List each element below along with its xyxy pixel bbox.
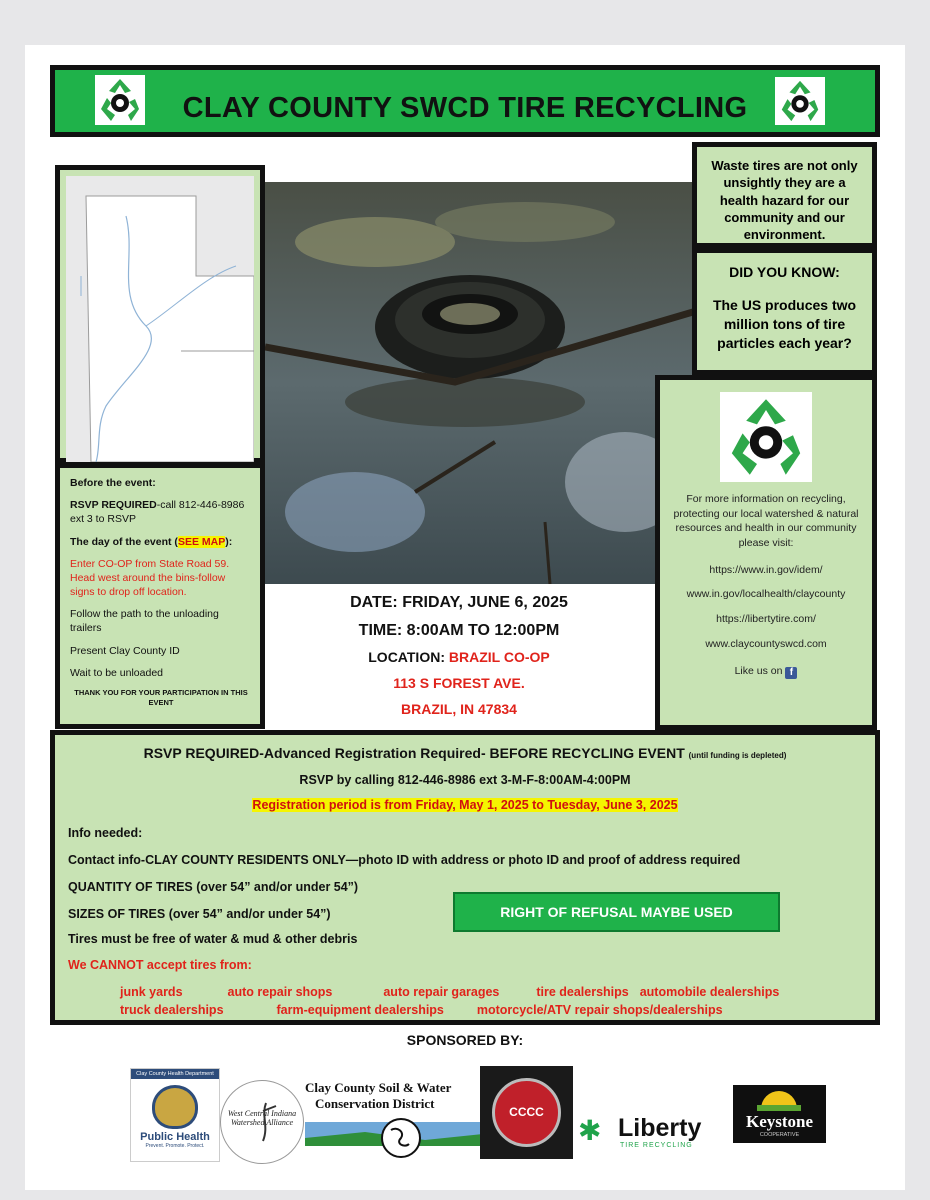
present-id-text: Present Clay County ID (70, 644, 180, 657)
cannot-item: automobile dealerships (639, 985, 780, 999)
liberty-subtitle: TIRE RECYCLING (620, 1142, 693, 1149)
public-health-name: Public Health (140, 1131, 210, 1143)
title-banner (50, 65, 880, 137)
link-libertytire[interactable]: https://libertytire.com/ (716, 613, 816, 626)
public-health-logo (130, 1068, 220, 1162)
recycle-tire-icon (775, 77, 825, 125)
cannot-item: tire dealerships (536, 985, 629, 999)
day-of-heading (70, 535, 252, 549)
registration-panel (50, 730, 880, 1025)
liberty-name: Liberty (618, 1114, 702, 1142)
tire-in-creek-photo (265, 182, 693, 584)
address-line-2: BRAZIL, IN 47834 (401, 701, 517, 717)
day-of-pre: The day of the event ( (70, 535, 178, 548)
did-you-know-heading: DID YOU KNOW: (729, 264, 840, 280)
headline-note: (until funding is depleted) (688, 751, 787, 760)
more-info-text: For more information on recycling, protecting our local watershed & natural resources and health in our community please visit: (673, 493, 859, 550)
facebook-icon[interactable]: f (785, 667, 797, 679)
day-of-post: ): (225, 535, 233, 548)
watershed-alliance-name: West Central Indiana Watershed Alliance (227, 1109, 297, 1127)
recycle-tire-icon (95, 75, 145, 125)
event-location (265, 649, 653, 665)
sponsored-by-heading: SPONSORED BY: (406, 1032, 524, 1048)
right-of-refusal-banner: RIGHT OF REFUSAL MAYBE USED (453, 892, 780, 932)
cannot-row-1 (120, 985, 779, 999)
event-date: DATE: FRIDAY, JUNE 6, 2025 (350, 594, 568, 611)
before-heading: Before the event: (70, 477, 156, 489)
cannot-item: auto repair garages (383, 985, 500, 999)
registration-headline (55, 745, 875, 761)
registration-period-row (55, 798, 875, 812)
rsvp-call-line: RSVP by calling 812-446-8986 ext 3-M-F-8:00AM-4:00PM (299, 773, 631, 787)
link-idem[interactable]: https://www.in.gov/idem/ (709, 563, 823, 576)
keystone-name: Keystone (745, 1112, 814, 1131)
landscape-globe-icon (305, 1118, 483, 1158)
event-time: TIME: 8:00AM TO 12:00PM (358, 622, 560, 639)
shield-icon (152, 1085, 198, 1129)
wait-text: Wait to be unloaded (70, 666, 164, 679)
contact-info: Contact info-CLAY COUNTY RESIDENTS ONLY—photo ID with address or photo ID and proof of address required (68, 853, 741, 867)
rsvp-rest: -call 812-446-8986 ext 3 to RSVP (70, 499, 245, 526)
keystone-logo (733, 1085, 826, 1143)
directions-text: Enter CO-OP from State Road 59. Head west around the bins-follow signs to drop off location. (70, 557, 230, 599)
watershed-alliance-logo (220, 1080, 304, 1164)
did-you-know-fact: The US produces two million tons of tire particles each year? (712, 296, 857, 351)
see-map-highlight: SEE MAP (177, 535, 226, 548)
event-instructions (55, 463, 265, 729)
thank-you-text: THANK YOU FOR YOUR PARTICIPATION IN THIS EVENT (74, 687, 248, 708)
location-map (55, 165, 265, 463)
cccc-text: CCCC (509, 1105, 544, 1119)
registration-period: Registration period is from Friday, May 1, 2025 to Tuesday, June 3, 2025 (252, 798, 678, 812)
swcd-line-2: Conservation District (315, 1096, 435, 1111)
like-us-row[interactable] (670, 664, 862, 679)
cannot-row-2 (120, 1003, 723, 1017)
address-line-1: 113 S FOREST AVE. (393, 675, 525, 691)
recycle-tire-icon (720, 392, 812, 482)
rsvp-instruction (70, 498, 252, 526)
swcd-line-1: Clay County Soil & Water (305, 1080, 452, 1095)
sizes-of-tires: SIZES OF TIRES (over 54” and/or under 54”) (68, 907, 331, 921)
like-us-text: Like us on (734, 664, 783, 677)
event-details (265, 584, 653, 728)
rsvp-bold: RSVP REQUIRED (70, 499, 157, 512)
field-stripe (757, 1105, 801, 1111)
public-health-top: Clay County Health Department (131, 1069, 219, 1079)
flyer-title: CLAY COUNTY SWCD TIRE RECYCLING (182, 92, 748, 124)
location-label: LOCATION: (368, 649, 445, 665)
cannot-item: truck dealerships (120, 1003, 224, 1017)
health-hazard-note: Waste tires are not only unsightly they are a health hazard for our community and our environment. (692, 142, 877, 248)
cannot-item: auto repair shops (227, 985, 333, 999)
cannot-item: motorcycle/ATV repair shops/dealerships (476, 1003, 723, 1017)
quantity-of-tires: QUANTITY OF TIRES (over 54” and/or under 54”) (68, 880, 359, 894)
swcd-logo (305, 1080, 483, 1158)
cannot-item: farm-equipment dealerships (276, 1003, 444, 1017)
tires-free-of: Tires must be free of water & mud & other debris (68, 932, 358, 946)
heron-icon (221, 1081, 303, 1163)
keystone-subtitle: COOPERATIVE (759, 1132, 800, 1138)
follow-path-text: Follow the path to the unloading trailers (70, 608, 219, 635)
headline-text: RSVP REQUIRED-Advanced Registration Required- BEFORE RECYCLING EVENT (143, 745, 685, 761)
link-swcd[interactable]: www.claycountyswcd.com (705, 637, 827, 650)
map-image (66, 176, 254, 462)
community-corrections-logo (480, 1066, 573, 1159)
star-icon: ✱ (578, 1115, 602, 1146)
liberty-logo (578, 1112, 728, 1154)
cannot-item: junk yards (120, 985, 183, 999)
did-you-know-box (692, 248, 877, 375)
info-needed: Info needed: (68, 826, 143, 840)
location-name: BRAZIL CO-OP (448, 649, 550, 665)
more-info-panel (655, 375, 877, 730)
public-health-tagline: Prevent. Promote. Protect. (145, 1143, 205, 1149)
link-localhealth[interactable]: www.in.gov/localhealth/claycounty (686, 588, 846, 601)
cannot-accept-heading: We CANNOT accept tires from: (68, 958, 252, 972)
